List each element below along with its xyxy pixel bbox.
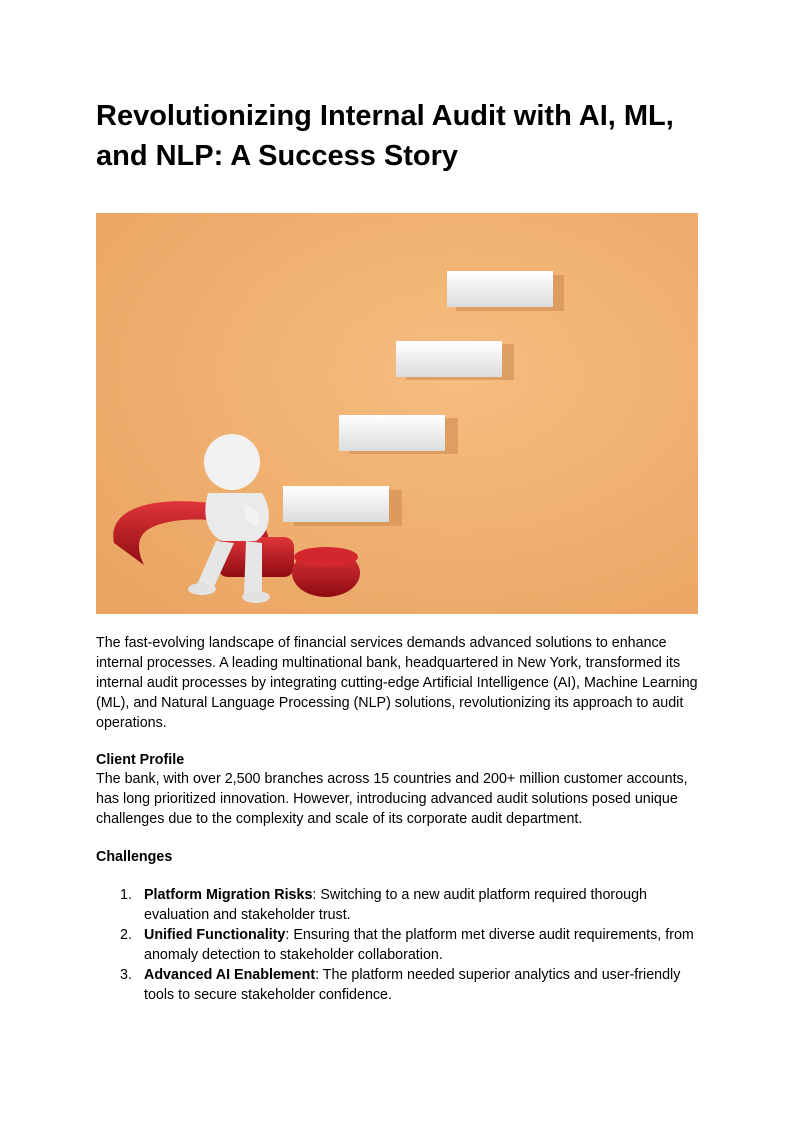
client-profile-heading: Client Profile [96,752,185,768]
step-block [396,341,502,377]
challenges-list [96,885,702,1005]
list-number: 3. [120,967,132,983]
page-title: Revolutionizing Internal Audit with AI, ML, and NLP: A Success Story [96,100,674,172]
list-item-label: Unified Functionality [144,927,286,943]
thinking-figure [204,434,260,490]
step-block [447,271,553,307]
list-number: 1. [120,887,132,903]
list-item-text: : Ensuring that the platform met diverse audit requirements, from anomaly detection to stakeholder collaboration. [144,927,694,963]
challenges-heading: Challenges [96,849,173,865]
list-item-label: Platform Migration Risks [144,887,313,903]
client-profile-paragraph: The bank, with over 2,500 branches across 15 countries and 200+ million customer accounts, has long prioritized innovation. However, introducing advanced audit solutions posed unique challenges due to the complexity and scale of its corporate audit department. [96,771,688,827]
list-item-label: Advanced AI Enablement [144,967,316,983]
step-block [339,415,445,451]
step-block [283,486,389,522]
list-item-text: : The platform needed superior analytics and user-friendly tools to secure stakeholder confidence. [144,967,681,1003]
list-item [96,925,702,965]
list-item [96,965,702,1005]
intro-paragraph: The fast-evolving landscape of financial services demands advanced solutions to enhance internal processes. A leading multinational bank, headquartered in New York, transformed its internal audit processes by integrating cutting-edge Artificial Intelligence (AI), Machine Learning (ML), and Natural Language Processing (NLP) solutions, revolutionizing its approach to audit operations. [96,635,698,731]
list-item-text: : Switching to a new audit platform required thorough evaluation and stakeholder trust. [144,887,648,923]
hero-image [96,213,698,614]
list-number: 2. [120,927,132,943]
list-item [96,885,702,925]
